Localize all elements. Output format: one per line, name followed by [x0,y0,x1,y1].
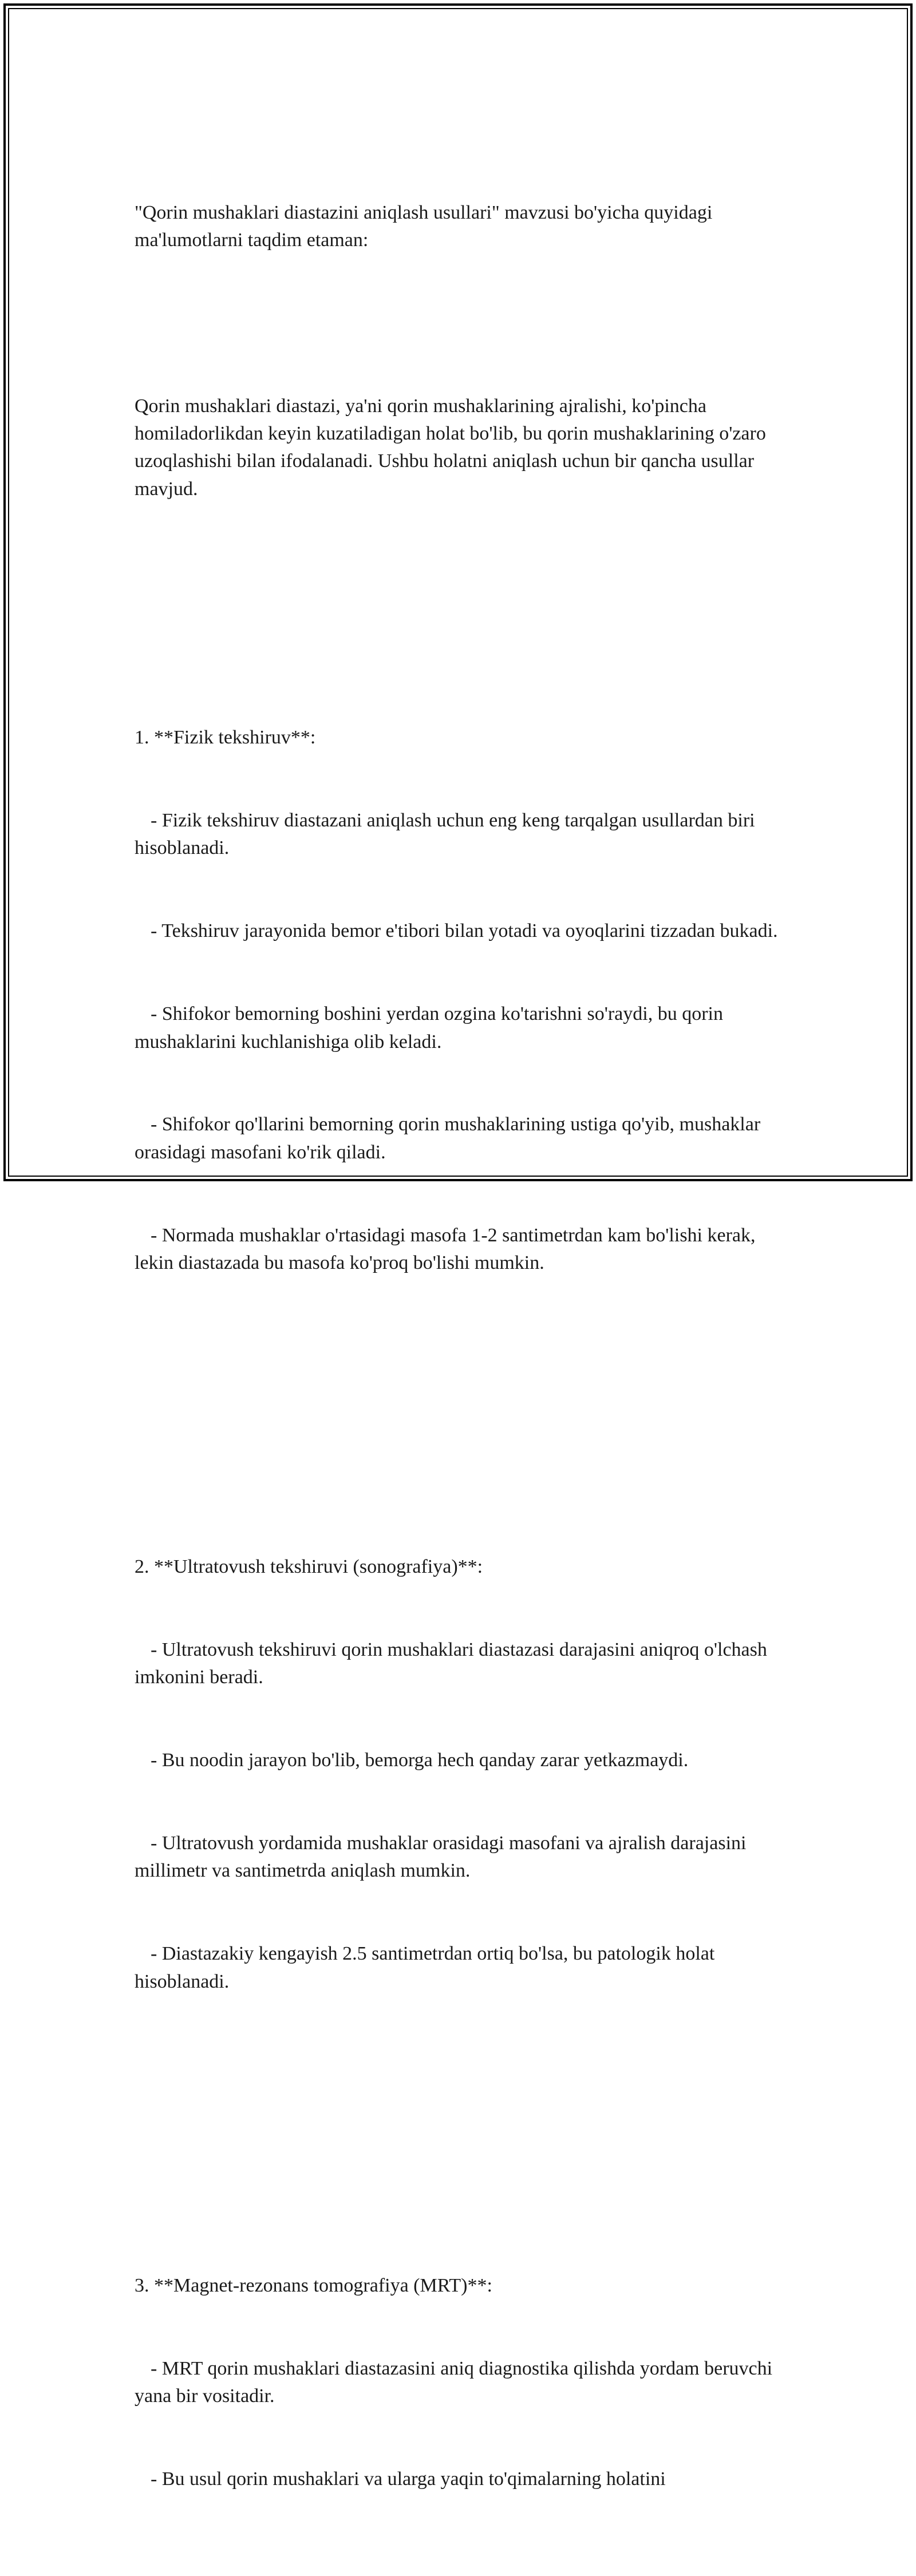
bullet-item: - Bu usul qorin mushaklari va ularga yaqin to'qimalarning holatini [151,2468,666,2490]
bullet-item: - Tekshiruv jarayonida bemor e'tibori bilan yotadi va oyoqlarini tizzadan bukadi. [151,920,778,942]
document-body [135,144,787,2576]
bullet-item: - Normada mushaklar o'rtasidagi masofa 1-2 santimetrdan kam bo'lishi kerak, lekin diastazada bu masofa ko'proq bo'lishi mumkin. [135,1224,761,1273]
intro-text: "Qorin mushaklari diastazini aniqlash usullari" mavzusi bo'yicha quyidagi ma'lumotlarni taqdim etaman: [135,201,717,251]
section-ultratovush [135,1498,787,2051]
bullet-item: - Bu noodin jarayon bo'lib, bemorga hech qanday zarar yetkazmaydi. [151,1750,689,1771]
bullet-item: - Diastazakiy kengayish 2.5 santimetrdan ortiq bo'lsa, bu patologik holat hisoblanadi. [135,1943,720,1992]
section-mrt [135,2217,787,2549]
section-heading: 2. **Ultratovush tekshiruvi (sonografiya)**: [135,1556,483,1578]
bullet-item: - MRT qorin mushaklari diastazasini aniq diagnostika qilishda yordam beruvchi yana bir vositadir. [135,2357,777,2407]
bullet-item: - Ultratovush tekshiruvi qorin mushaklari diastazasi darajasini aniqroq o'lchash imkonini beradi. [135,1639,772,1688]
bullet-item: - Ultratovush yordamida mushaklar orasidagi masofani va ajralish darajasini millimetr va santimetrda aniqlash mumkin. [135,1833,751,1882]
blank-line [135,2106,787,2134]
section-heading: 1. **Fizik tekshiruv**: [135,727,316,749]
blank-line [135,1387,787,1415]
bullet-item: - Shifokor qo'llarini bemorning qorin mushaklarining ustiga qo'yib, mushaklar orasidagi masofani ko'rik qiladi. [135,1114,765,1163]
blank-line [135,558,787,585]
blank-line [135,310,787,337]
section-heading: 3. **Magnet-rezonans tomografiya (MRT)**: [135,2274,492,2296]
bullet-item: - Shifokor bemorning boshini yerdan ozgina ko'tarishni so'raydi, bu qorin mushaklarini kuchlanishiga olib keladi. [135,1003,728,1052]
intro-paragraph: Qorin mushaklari diastazi, ya'ni qorin mushaklarining ajralishi, ko'pincha homiladorlikdan keyin kuzatiladigan holat bo'lib, bu qorin mushaklarining o'zaro uzoqlashishi bilan ifodalanadi. Ushbu holatni aniqlash uchun bir qancha usullar mavjud. [135,395,771,500]
section-fizik [135,669,787,1332]
bullet-item: - Fizik tekshiruv diastazani aniqlash uchun eng keng tarqalgan usullardan biri hisoblanadi. [135,810,760,859]
